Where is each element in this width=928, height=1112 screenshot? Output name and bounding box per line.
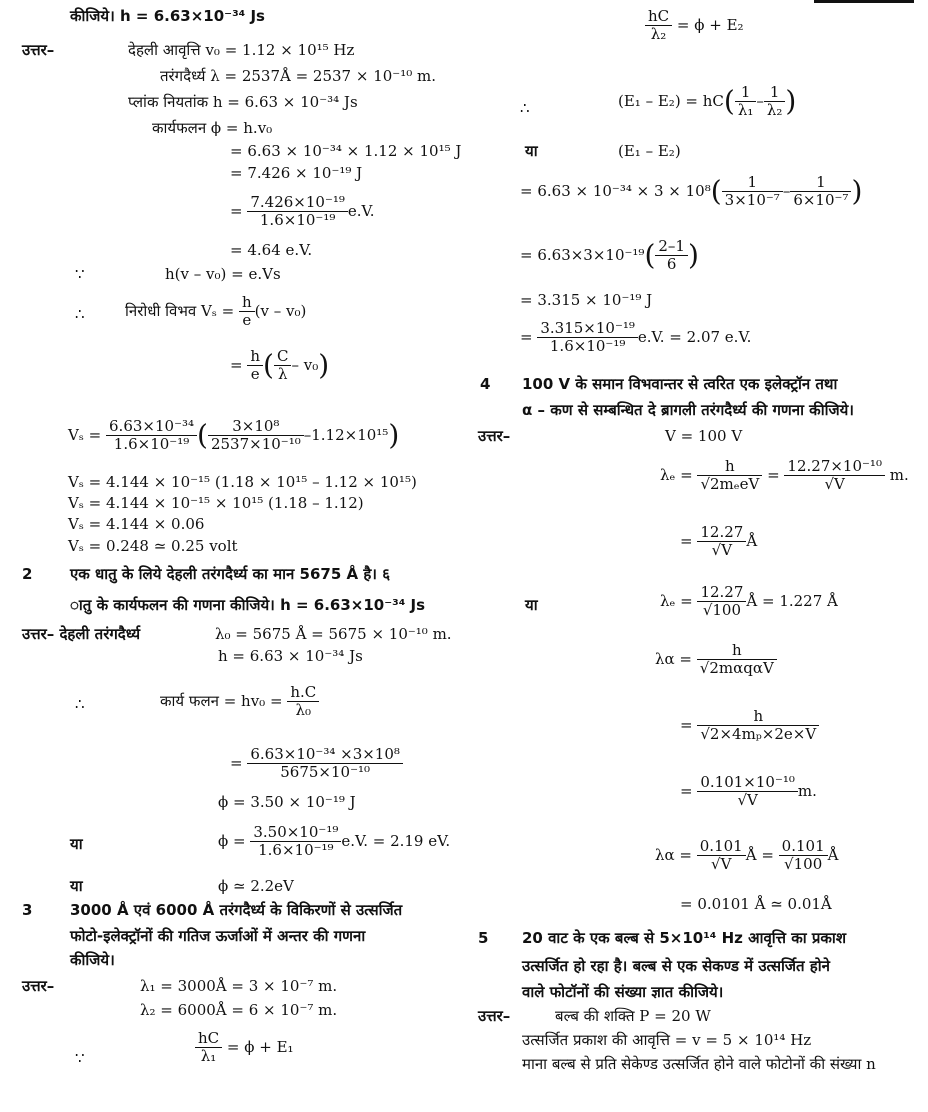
because-symbol: ∵ — [75, 1049, 85, 1067]
wavelength: तरंगदैर्ध्य λ = 2537Å = 2537 × 10⁻¹⁰ m. — [160, 67, 436, 85]
therefore-symbol: ∴ — [520, 99, 530, 117]
because-symbol: ∵ — [75, 265, 85, 283]
calc-line: Vₛ = 4.144 × 10⁻¹⁵ (1.18 × 10¹⁵ – 1.12 × 10¹⁵) — [68, 473, 417, 491]
therefore-symbol: ∴ — [75, 695, 85, 713]
or-label: या — [525, 142, 538, 160]
stopping-potential-substitution: Vₛ = $\frac{\text{6.63×10⁻³⁴}}{\text{1.6×10⁻¹⁹}}$ ( $\frac{\text{3×10⁸}}{\text{2537×10⁻¹⁰}}$ –1.12×10¹⁵) — [68, 417, 400, 454]
calc-line: Vₛ = 4.144 × 0.06 — [68, 515, 205, 533]
question5-text: उत्सर्जित हो रहा है। बल्ब से एक सेकण्ड में उत्सर्जित होने — [522, 957, 830, 975]
fraction-line: = $\frac{\text{7.426×10⁻¹⁹}}{\text{1.6×10⁻¹⁹}}$ e.V. — [230, 193, 375, 230]
wavelength-2: λ₂ = 6000Å = 6 × 10⁻⁷ m. — [140, 1001, 338, 1019]
energy-difference-simplified: = 6.63×3×10⁻¹⁹( $\frac{2-1}{6}$ ) — [520, 237, 699, 274]
question2-text: एक धातु के लिये देहली तरंगदैर्ध्य का मान 5675 Å है। ६ — [70, 565, 391, 583]
threshold-wavelength: λ₀ = 5675 Å = 5675 × 10⁻¹⁰ m. — [215, 625, 452, 643]
question3-number: 3 — [22, 901, 33, 919]
electron-wavelength-formula: λₑ = $\frac{h}{\text{√2mₑeV}}$ = $\frac{\text{12.27×10⁻¹⁰}}{√V}$ m. — [660, 457, 909, 494]
or-label: या — [525, 596, 538, 614]
question4-text: 100 V के समान विभवान्तर से त्वरित एक इलेक्ट्रॉन तथा — [522, 375, 838, 393]
question5-number: 5 — [478, 929, 489, 947]
or-label: या — [70, 835, 83, 853]
stopping-relation: h(v – v₀) = e.Vs — [165, 265, 281, 283]
alpha-wavelength-simplified: = $\frac{\text{0.101×10⁻¹⁰}}{√V}$ m. — [680, 773, 817, 810]
calc-line: = 4.64 e.V. — [230, 241, 313, 259]
alpha-wavelength-value: λα = $\frac{0.101}{√V}$ Å = $\frac{0.101}{√100}$ Å — [655, 837, 839, 874]
electron-wavelength-simplified: = $\frac{12.27}{√V}$ Å — [680, 523, 758, 560]
alpha-wavelength-result: = 0.0101 Å ≃ 0.01Å — [680, 895, 832, 913]
energy-difference-formula: (E₁ – E₂) = hC( $\frac{1}{\text{λ₁}}$ – $\frac{1}{\text{λ₂}}$ ) — [618, 83, 797, 120]
fraction-line: = $\frac{\text{6.63×10⁻³⁴ ×3×10⁸}}{\text{5675×10⁻¹⁰}}$ — [230, 746, 403, 782]
answer4-label: उत्तर– — [478, 427, 511, 445]
light-frequency: उत्सर्जित प्रकाश की आवृत्ति = v = 5 × 10¹⁴ Hz — [522, 1031, 812, 1049]
question4-number: 4 — [480, 375, 491, 393]
photon-count-assumption: माना बल्ब से प्रति सेकेण्ड उत्सर्जित होने वाले फोटोनों की संख्या n — [522, 1055, 876, 1073]
question3-text: कीजिये। — [70, 951, 115, 969]
alpha-wavelength-substitution: = $\frac{h}{\text{√2×4mₚ×2e×V}}$ — [680, 708, 819, 744]
calc-line: Vₛ = 4.144 × 10⁻¹⁵ × 10¹⁵ (1.18 – 1.12) — [68, 494, 364, 512]
therefore-symbol: ∴ — [75, 305, 85, 323]
result-line: ϕ ≃ 2.2eV — [218, 877, 294, 895]
photoelectric-equation-2: $\frac{hC}{\text{λ₂}}$ = ϕ + E₂ — [645, 8, 744, 44]
calc-line: = 7.426 × 10⁻¹⁹ J — [230, 164, 363, 182]
energy-difference-substitution: = 6.63 × 10⁻³⁴ × 3 × 10⁸( $\frac{1}{\text{3×10⁻⁷}}$ – $\frac{1}{\text{6×10⁻⁷}}$ ) — [520, 173, 863, 210]
question5-text: 20 वाट के एक बल्ब से 5×10¹⁴ Hz आवृत्ति का प्रकाश — [522, 929, 847, 947]
top-rule — [814, 0, 914, 3]
question3-text: फोटो-इलेक्ट्रॉनों की गतिज ऊर्जाओं में अन्तर की गणना — [70, 927, 366, 945]
or-label: या — [70, 877, 83, 895]
question5-text: वाले फोटॉनों की संख्या ज्ञात कीजिये। — [522, 983, 724, 1001]
work-function-ev: ϕ = $\frac{\text{3.50×10⁻¹⁹}}{\text{1.6×10⁻¹⁹}}$ e.V. = 2.19 eV. — [218, 823, 451, 860]
planck-constant: h = 6.63 × 10⁻³⁴ Js — [218, 647, 363, 665]
potential-value: V = 100 V — [665, 427, 743, 445]
stopping-potential-formula: निरोधी विभव Vₛ = $\frac{h}{e}$ (v – v₀) — [125, 293, 307, 330]
electron-wavelength-result: λₑ = $\frac{12.27}{√100}$ Å = 1.227 Å — [660, 583, 838, 620]
planck-constant: प्लांक नियतांक h = 6.63 × 10⁻³⁴ Js — [128, 93, 358, 111]
bulb-power: बल्ब की शक्ति P = 20 W — [555, 1007, 711, 1025]
question3-text: 3000 Å एवं 6000 Å तरंगदैर्ध्य के विकिरणों से उत्सर्जित — [70, 901, 403, 919]
answer3-label: उत्तर– — [22, 977, 55, 995]
question2-text: ातु के कार्यफलन की गणना कीजिये। h = 6.63×10⁻³⁴ Js — [70, 596, 426, 614]
answer5-label: उत्तर– — [478, 1007, 511, 1025]
photoelectric-equation-1: $\frac{hC}{\text{λ₁}}$ = ϕ + E₁ — [195, 1030, 294, 1066]
energy-difference-ev: = $\frac{\text{3.315×10⁻¹⁹}}{\text{1.6×10⁻¹⁹}}$ e.V. = 2.07 e.V. — [520, 319, 752, 356]
stopping-potential-formula-2: = $\frac{h}{e}$ ( $\frac{C}{\lambda}$ – v₀) — [230, 347, 330, 384]
answer2-label: उत्तर– देहली तरंगदैर्ध्य — [22, 625, 141, 643]
question4-text: α – कण से सम्बन्धित दे ब्रागली तरंगदैर्ध्य की गणना कीजिये। — [522, 401, 854, 419]
energy-difference: (E₁ – E₂) — [618, 142, 681, 160]
threshold-frequency: देहली आवृत्ति v₀ = 1.12 × 10¹⁵ Hz — [128, 41, 355, 59]
answer1-label: उत्तर– — [22, 41, 55, 59]
question1-tail: कीजिये। h = 6.63×10⁻³⁴ Js — [70, 7, 265, 25]
alpha-wavelength-formula: λα = $\frac{h}{\text{√2mαqαV}}$ — [655, 642, 777, 678]
result-line: Vₛ = 0.248 ≃ 0.25 volt — [68, 537, 238, 555]
question2-number: 2 — [22, 565, 33, 583]
energy-difference-result: = 3.315 × 10⁻¹⁹ J — [520, 291, 653, 309]
work-function-result: ϕ = 3.50 × 10⁻¹⁹ J — [218, 793, 356, 811]
calc-line: = 6.63 × 10⁻³⁴ × 1.12 × 10¹⁵ J — [230, 142, 462, 160]
work-function-formula: कार्य फलन = hv₀ = $\frac{h.C}{\text{λ₀}}$ — [160, 684, 319, 720]
work-function: कार्यफलन ϕ = h.v₀ — [152, 119, 273, 137]
wavelength-1: λ₁ = 3000Å = 3 × 10⁻⁷ m. — [140, 977, 338, 995]
